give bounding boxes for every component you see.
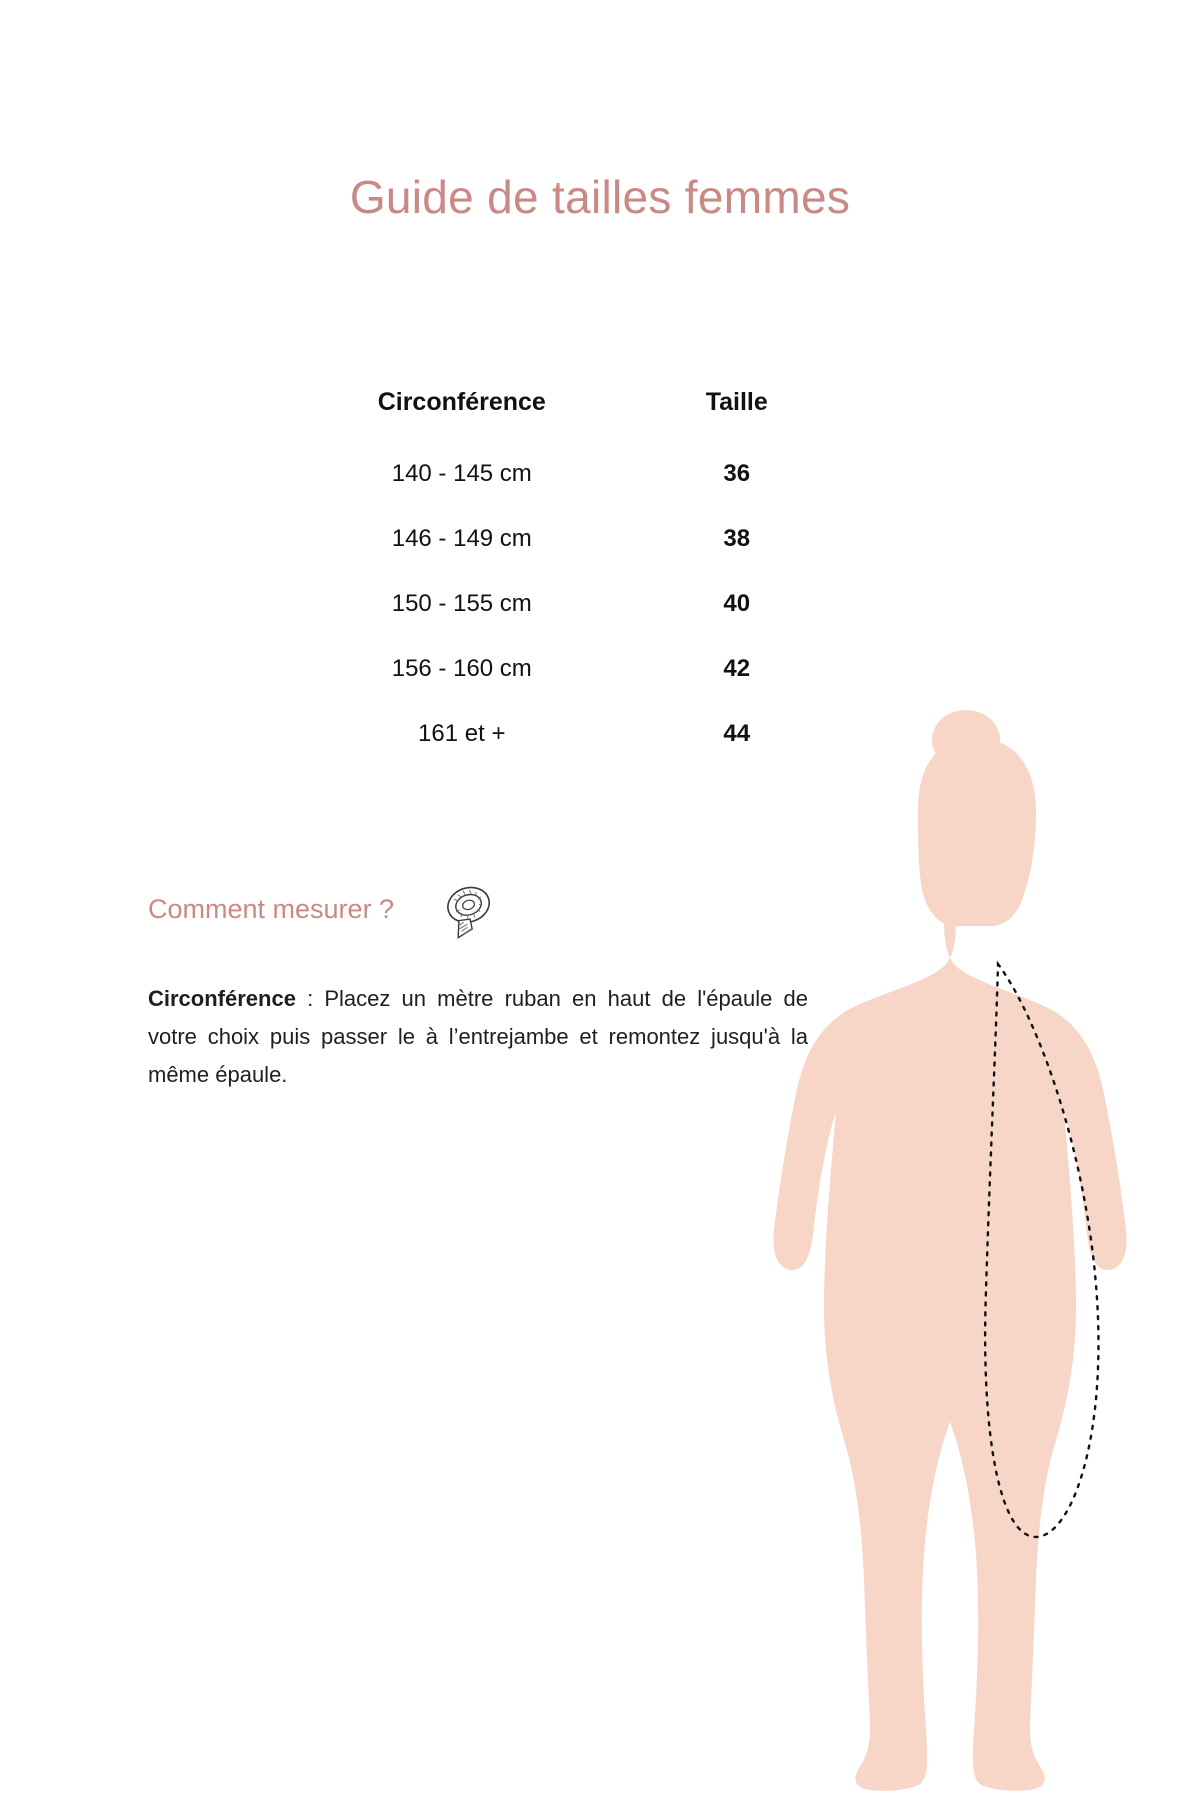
female-body-silhouette	[770, 710, 1200, 1800]
table-row	[310, 571, 870, 636]
how-to-measure-text	[148, 980, 808, 1093]
column-header-circonference: Circonférence	[377, 388, 546, 416]
column-header-taille: Taille	[705, 388, 768, 416]
how-to-measure-section	[148, 878, 828, 1093]
cell-circonference: 150 - 155 cm	[391, 589, 532, 617]
table-header-row	[310, 370, 870, 441]
measure-description: Placez un mètre ruban en haut de l'épaule de votre choix puis passer le à l’entrejambe et remontez jusqu'à la même épaule.	[148, 986, 808, 1087]
size-table-header	[310, 370, 870, 441]
table-row	[310, 506, 870, 571]
table-row	[310, 441, 870, 506]
cell-circonference: 140 - 145 cm	[391, 459, 532, 487]
size-table-grid	[310, 370, 870, 766]
measure-separator: :	[295, 986, 325, 1011]
measuring-tape-icon	[436, 878, 508, 940]
cell-circonference: 161 et +	[418, 719, 506, 747]
silhouette-body-shape	[773, 710, 1126, 1791]
page-title: Guide de tailles femmes	[349, 171, 851, 223]
cell-taille: 38	[723, 524, 751, 552]
cell-taille: 36	[723, 459, 751, 487]
cell-circonference: 156 - 160 cm	[391, 654, 532, 682]
cell-taille: 44	[723, 719, 751, 747]
size-table	[310, 370, 870, 766]
how-to-measure-header	[148, 878, 828, 940]
cell-taille: 42	[723, 654, 751, 682]
measure-label: Circonférence	[148, 986, 296, 1011]
cell-taille: 40	[723, 589, 751, 617]
how-to-measure-title: Comment mesurer ?	[148, 893, 395, 924]
table-row	[310, 636, 870, 701]
cell-circonference: 146 - 149 cm	[391, 524, 532, 552]
